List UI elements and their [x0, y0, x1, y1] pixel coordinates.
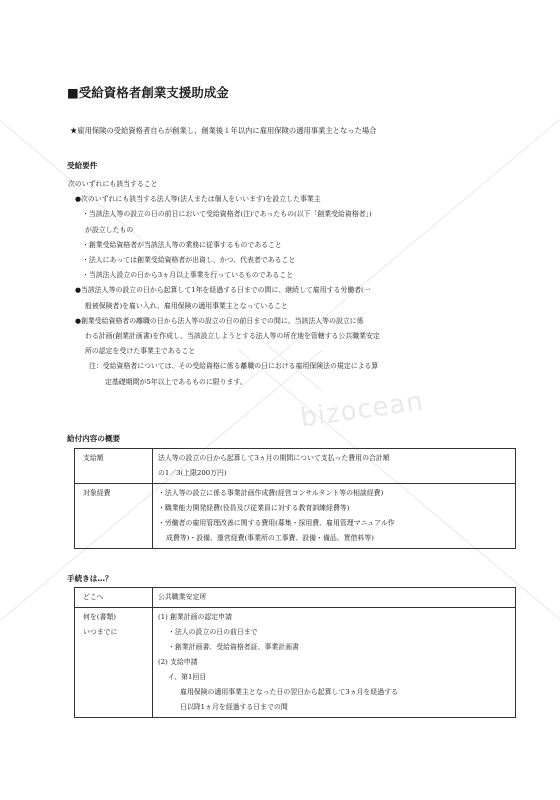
benefit-expenses-value — [153, 484, 516, 549]
cell-line: イ、第1回目 — [168, 673, 207, 681]
table-row — [75, 449, 516, 484]
cell-line: ・法人の設立の日の前日まで — [168, 628, 258, 636]
benefit-heading: 給付内容の概要 — [67, 434, 121, 443]
requirement-line: ●当該法人等の設立の日から起算して1年を経過する日までの間に、継続して雇用する労働者(一 — [75, 286, 371, 295]
requirements-list — [65, 177, 525, 390]
cell-line: ・法人等の設立に係る事業計画作成費(経営コンサルタント等の相談経費) — [158, 489, 384, 497]
cell-line: 成費等)・設備、運営経費(事業所の工事費、設備・備品、賃借料等) — [166, 534, 374, 542]
requirement-line: ・法人にあっては創業受給資格者が出資し、かつ、代表者であること — [82, 256, 296, 265]
cell-line: 雇用保険の適用事業主となった日の翌日から起算して3ヵ月を経過する — [180, 688, 398, 696]
requirement-line: ●次のいずれにも該当する法人等(法人または個人をいいます)を設立した事業主 — [75, 195, 321, 204]
requirements-heading: 受給要件 — [67, 161, 98, 170]
cell-line: ・労働者の雇用管理改善に関する費用(募集・採用費、雇用管理マニュアル作 — [158, 519, 395, 527]
procedure-where-label: どこへ — [75, 588, 153, 608]
benefit-amount-value — [153, 449, 516, 484]
benefit-table — [74, 448, 516, 549]
requirement-line: ・当該法人設立の日から3ヵ月以上事業を行っているものであること — [82, 271, 294, 280]
cell-line: 法人等の設立の日から起算して3ヵ月の期間について支払った費用の合計額 — [158, 454, 390, 462]
document-title: ■受給資格者創業支援助成金 — [67, 85, 229, 100]
table-row — [75, 608, 516, 718]
procedure-where-value: 公共職業安定所 — [153, 588, 516, 608]
requirement-line: ●創業受給資格者の離職の日から法人等の設立の日の前日までの間に、当該法人等の設立に係 — [75, 316, 364, 325]
intro-line: ★雇用保険の受給資格者自らが創業し、創業後１年以内に雇用保険の適用事業主となった場合 — [70, 126, 377, 135]
requirement-note: 注：受給資格者については、その受給資格に係る離職の日における雇用保険法の規定による算 — [89, 362, 379, 371]
table-row — [75, 588, 516, 608]
cell-line: (2) 支給申請 — [158, 658, 198, 666]
watermark-logo: bizocean — [298, 386, 426, 434]
cell-line: の1／3(上限200万円) — [158, 469, 227, 477]
requirement-line: 所の認定を受けた事業主であること — [85, 347, 196, 356]
requirement-line: が設立したもの — [85, 225, 134, 234]
cell-line: ・創業計画書、受給資格者証、事業計画書 — [168, 643, 299, 651]
procedure-table — [74, 587, 516, 718]
cell-line: 日以降1ヵ月を経過する日までの間 — [180, 703, 288, 711]
requirement-line: 次のいずれにも該当すること — [68, 180, 158, 188]
benefit-amount-label: 支給額 — [75, 449, 153, 484]
benefit-expenses-label: 対象経費 — [75, 484, 153, 549]
cell-line: (1) 創業計画の認定申請 — [158, 613, 232, 621]
procedure-heading: 手続きは…？ — [67, 574, 113, 583]
requirement-line: ・創業受給資格者が当該法人等の業務に従事するものであること — [82, 240, 282, 249]
requirement-note: 定基礎期間が5年以上であるものに限ります。 — [105, 377, 247, 386]
cell-line: ・職業能力開発経費(役員及び従業員に対する教育訓練経費等) — [158, 504, 350, 512]
requirement-line: わる計画(創業計画書)を作成し、当該設立しようとする法人等の所在地を管轄する公共職業安定 — [85, 332, 380, 341]
table-row — [75, 484, 516, 549]
label-line: いつまでに — [83, 628, 118, 636]
requirement-line: 般被保険者)を雇い入れ、雇用保険の適用事業主となっていること — [85, 301, 288, 310]
procedure-what-value — [153, 608, 516, 718]
procedure-what-label — [75, 608, 153, 718]
label-line: 何を(書類) — [83, 613, 116, 621]
requirement-line: ・当該法人等の設立の日の前日において受給資格者(注)であったもの(以下「創業受給資格者」) — [82, 210, 372, 219]
